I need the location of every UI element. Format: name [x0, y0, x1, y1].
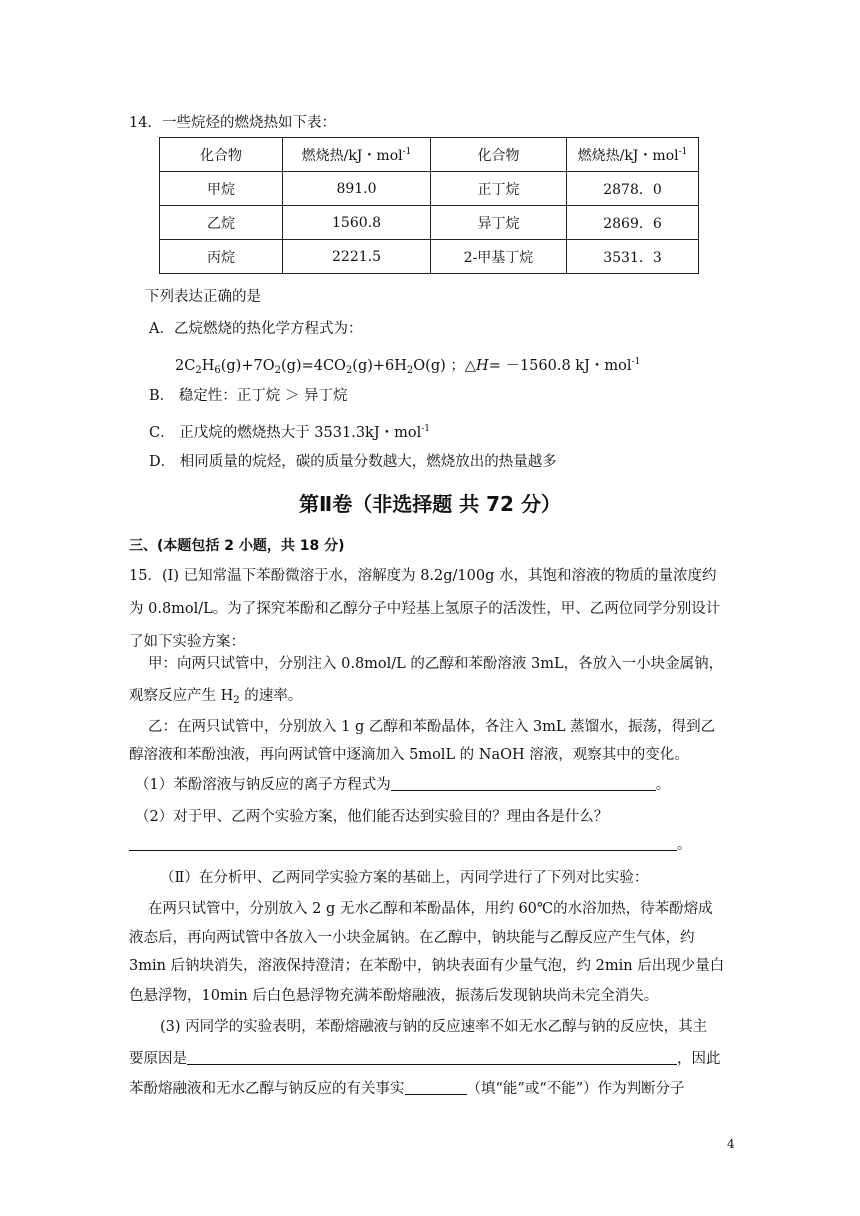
- subquestion-3-line-2: 要原因是 ，因此: [129, 1051, 721, 1067]
- subquestion-2: （2）对于甲、乙两个实验方案，他们能否达到实验目的？理由各是什么？: [135, 809, 609, 825]
- table-cell: 2-甲基丁烷: [431, 240, 567, 274]
- subquestion-3-line-1: (3) 丙同学的实验表明，苯酚熔融液与钠的反应速率不如无水乙醇与钠的反应快，其主: [160, 1019, 708, 1035]
- table-cell: 甲烷: [160, 172, 283, 206]
- part-2-line-2: 在两只试管中，分别放入 2 g 无水乙醇和苯酚晶体，用约 60℃的水浴加热，待苯酚熔成: [148, 901, 713, 917]
- table-cell: 2869．6: [567, 206, 699, 240]
- table-cell: 1560.8: [283, 206, 431, 240]
- table-row: [160, 172, 699, 206]
- plan-yi-line-2: 醇溶液和苯酚浊液，再向两试管中逐滴加入 5molL 的 NaOH 溶液，观察其中的变化。: [129, 747, 689, 763]
- q14-stem: 14．一些烷烃的燃烧热如下表：: [129, 115, 336, 131]
- plan-yi-line-1: 乙：在两只试管中，分别放入 1 g 乙醇和苯酚晶体，各注入 3mL 蒸馏水，振荡，得到乙: [148, 719, 716, 735]
- table-row: [160, 206, 699, 240]
- option-c: C． 正戊烷的燃烧热大于 3531.3kJ・mol$^{-1}$: [149, 424, 431, 441]
- table-cell: 3531．3: [567, 240, 699, 274]
- option-a-equation: $2C_2H_6(g)+7O_2(g)=4CO_2(g)+6H_2O(g)$ ；△H= －1560.8 kJ・mol$^{-1}$: [175, 357, 641, 376]
- part-2-line-3: 液态后，再向两试管中各放入一小块金属钠。在乙醇中，钠块能与乙醇反应产生气体，约: [129, 930, 695, 946]
- subquestion-2-answer: 。: [129, 835, 692, 855]
- answer-blank[interactable]: [187, 1049, 677, 1065]
- option-d: D． 相同质量的烷烃，碳的质量分数越大，燃烧放出的热量越多: [149, 454, 557, 470]
- q14-prompt: 下列表达正确的是: [145, 289, 261, 305]
- option-a: A．乙烷燃烧的热化学方程式为：: [149, 321, 363, 337]
- table-cell: 正丁烷: [431, 172, 567, 206]
- section-subtitle: 三、(本题包括 2 小题，共 18 分): [129, 538, 345, 554]
- q15-line-2: 为 0.8mol/L。为了探究苯酚和乙醇分子中羟基上氢原子的活泼性，甲、乙两位同学分别设计: [129, 601, 721, 617]
- table-cell: 异丁烷: [431, 206, 567, 240]
- plan-jia-line-1: 甲：向两只试管中，分别注入 0.8mol/L 的乙醇和苯酚溶液 3mL，各放入一小块金属钠，: [148, 656, 724, 672]
- subquestion-1: （1）苯酚溶液与钠反应的离子方程式为 。: [135, 777, 671, 793]
- part-2-line-1: （Ⅱ）在分析甲、乙两同学实验方案的基础上，丙同学进行了下列对比实验：: [160, 870, 649, 886]
- table-cell: 2878．0: [567, 172, 699, 206]
- table-header-cell: 燃烧热/kJ・mol$^{-1}$: [283, 138, 431, 172]
- table-cell: 891.0: [283, 172, 431, 206]
- table-cell: 丙烷: [160, 240, 283, 274]
- table-cell: 乙烷: [160, 206, 283, 240]
- table-row: [160, 240, 699, 274]
- part-2-line-5: 色悬浮物，10min 后白色悬浮物充满苯酚熔融液，振荡后发现钠块尚未完全消失。: [129, 988, 659, 1004]
- table-cell: 2221.5: [283, 240, 431, 274]
- page-number: 4: [727, 1137, 735, 1151]
- answer-blank[interactable]: [405, 1079, 467, 1095]
- answer-blank[interactable]: [129, 835, 677, 851]
- subquestion-3-line-3: 苯酚熔融液和无水乙醇与钠反应的有关事实 （填“能”或“不能”）作为判断分子: [129, 1081, 685, 1097]
- part-2-line-4: 3min 后钠块消失，溶液保持澄清；在苯酚中，钠块表面有少量气泡，约 2min 后出现少量白: [129, 958, 725, 974]
- section-title: 第Ⅱ卷（非选择题 共 72 分）: [299, 492, 561, 516]
- answer-blank[interactable]: [391, 775, 656, 791]
- plan-jia-line-2: 观察反应产生 $H_2$ 的速率。: [129, 688, 303, 706]
- q15-line-3: 了如下实验方案：: [129, 634, 245, 650]
- table-header-cell: 化合物: [431, 138, 567, 172]
- table-header-row: [160, 138, 699, 172]
- q15-line-1: 15．(Ⅰ) 已知常温下苯酚微溶于水，溶解度为 8.2g/100g 水，其饱和溶液的物质的量浓度约: [129, 568, 717, 584]
- table-header-cell: 化合物: [160, 138, 283, 172]
- table-header-cell: 燃烧热/kJ・mol$^{-1}$: [567, 138, 699, 172]
- combustion-heat-table: [159, 137, 699, 274]
- option-b: B． 稳定性：正丁烷 ＞ 异丁烷: [149, 388, 348, 404]
